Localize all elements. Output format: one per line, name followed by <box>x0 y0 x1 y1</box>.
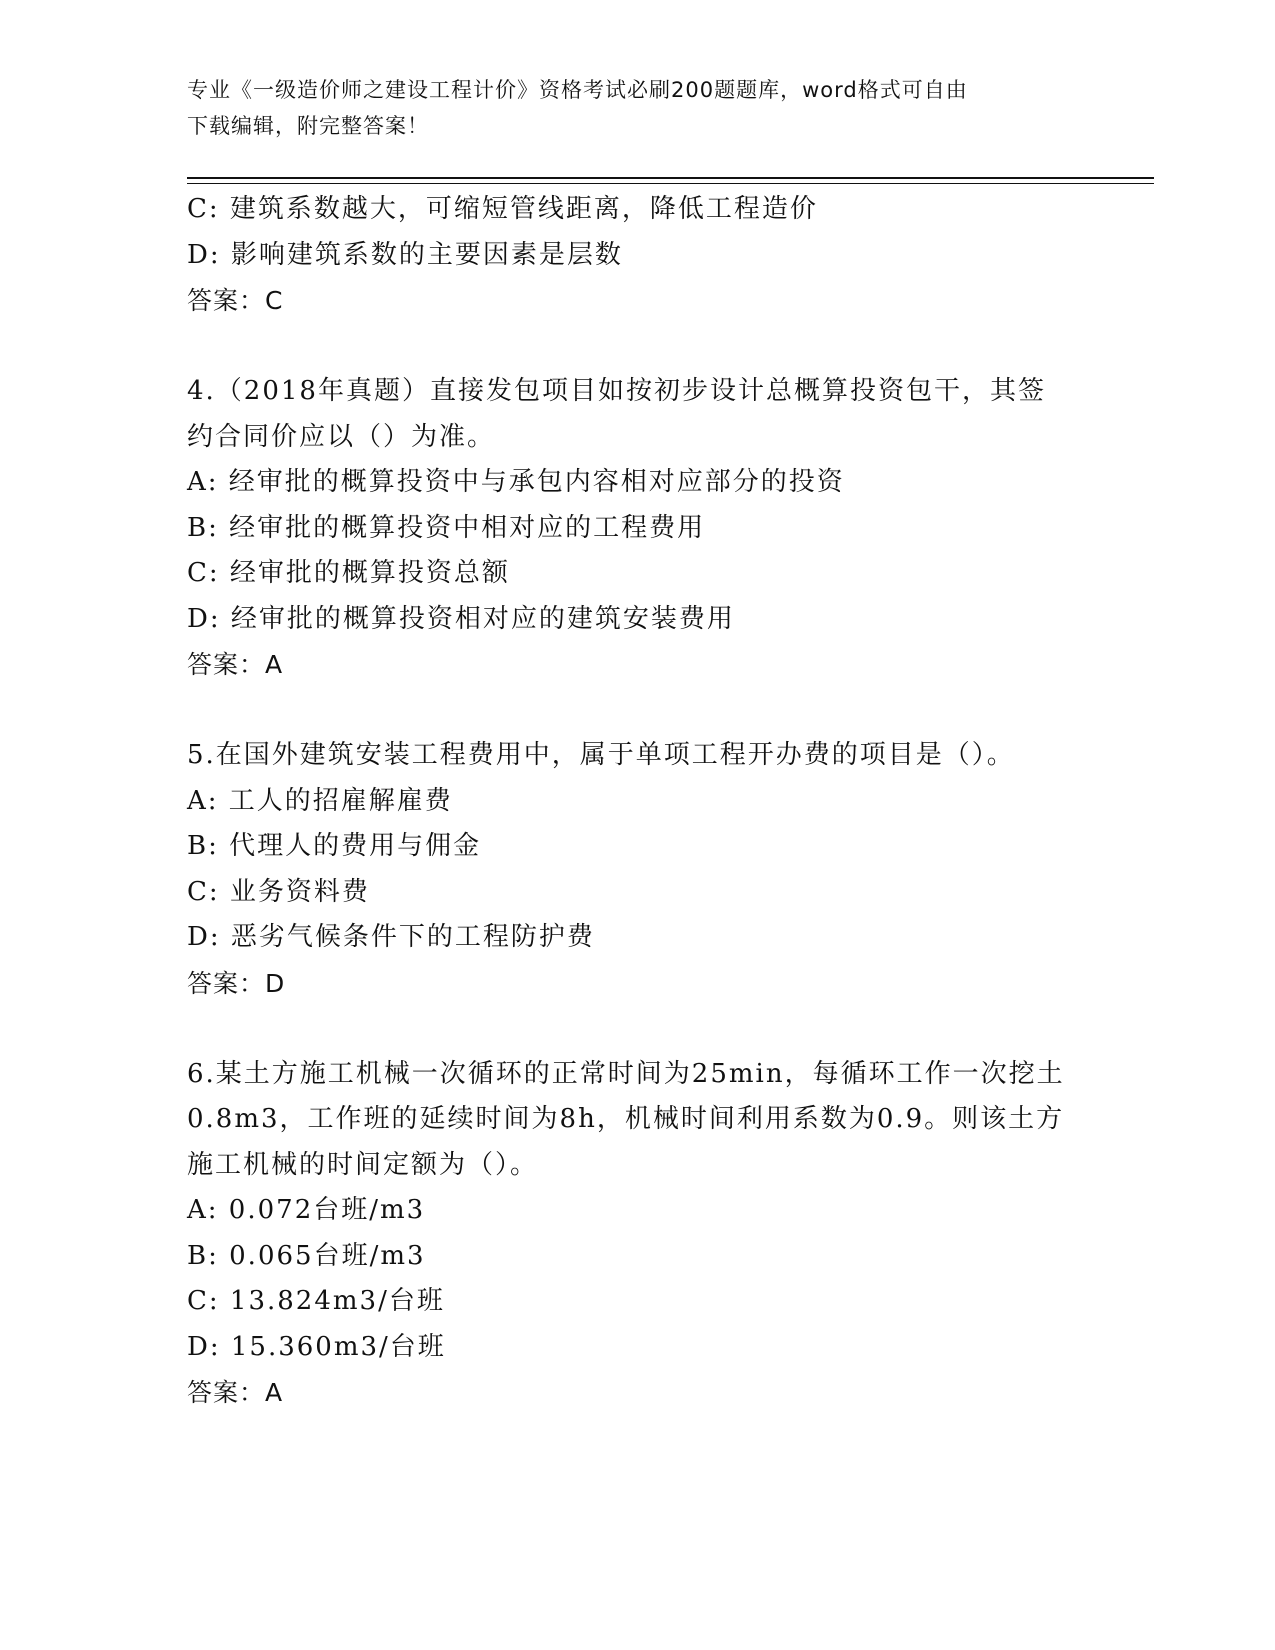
question-stem-line-1: 5.在国外建筑安装工程费用中，属于单项工程开办费的项目是（）。 <box>187 740 1015 770</box>
question-stem-line-2: 约合同价应以（）为准。 <box>187 421 496 452</box>
option-c: C: 建筑系数越大，可缩短管线距离，降低工程造价 <box>187 194 818 224</box>
option-c: C: 业务资料费 <box>187 876 370 907</box>
option-d: D: 恶劣气候条件下的工程防护费 <box>187 922 595 952</box>
option-c: C: 13.824m3/台班 <box>187 1286 445 1316</box>
option-b: B: 代理人的费用与佣金 <box>187 831 482 861</box>
answer-line: 答案：D <box>187 968 286 998</box>
option-b: B: 0.065台班/m3 <box>187 1240 426 1271</box>
header-divider-thin <box>187 183 1154 184</box>
option-b: B: 经审批的概算投资中相对应的工程费用 <box>187 512 706 543</box>
spacer <box>187 688 1087 734</box>
question-block-prev <box>187 187 1087 324</box>
spacer <box>187 1006 1087 1052</box>
question-stem-line-2: 0.8m3，工作班的延续时间为8h，机械时间利用系数为0.9。则该土方 <box>187 1104 1065 1134</box>
option-d: D: 影响建筑系数的主要因素是层数 <box>187 239 623 270</box>
question-block-4 <box>187 369 1087 688</box>
option-d: D: 15.360m3/台班 <box>187 1331 446 1362</box>
option-a: A: 工人的招雇解雇费 <box>187 785 453 816</box>
question-stem-line-3: 施工机械的时间定额为（）。 <box>187 1149 539 1180</box>
header-line-2: 下载编辑，附完整答案！ <box>187 114 429 138</box>
header-line-1: 专业《一级造价师之建设工程计价》资格考试必刷200题题库，word格式可自由 <box>187 78 968 102</box>
option-a: A: 经审批的概算投资中与承包内容相对应部分的投资 <box>187 467 845 497</box>
answer-line: 答案：C <box>187 286 284 315</box>
document-header <box>187 72 1067 144</box>
answer-line: 答案：A <box>187 1378 284 1407</box>
option-a: A: 0.072台班/m3 <box>187 1195 426 1225</box>
option-c: C: 经审批的概算投资总额 <box>187 558 510 588</box>
answer-line: 答案：A <box>187 650 284 679</box>
question-list <box>187 187 1087 1416</box>
question-block-5 <box>187 733 1087 1006</box>
question-stem-line-1: 4.（2018年真题）直接发包项目如按初步设计总概算投资包干，其签 <box>187 376 1046 406</box>
option-d: D: 经审批的概算投资相对应的建筑安装费用 <box>187 603 735 634</box>
question-stem-line-1: 6.某土方施工机械一次循环的正常时间为25min，每循环工作一次挖土 <box>187 1058 1065 1089</box>
header-divider-thick <box>187 177 1154 179</box>
question-block-6 <box>187 1052 1087 1416</box>
spacer <box>187 324 1087 370</box>
